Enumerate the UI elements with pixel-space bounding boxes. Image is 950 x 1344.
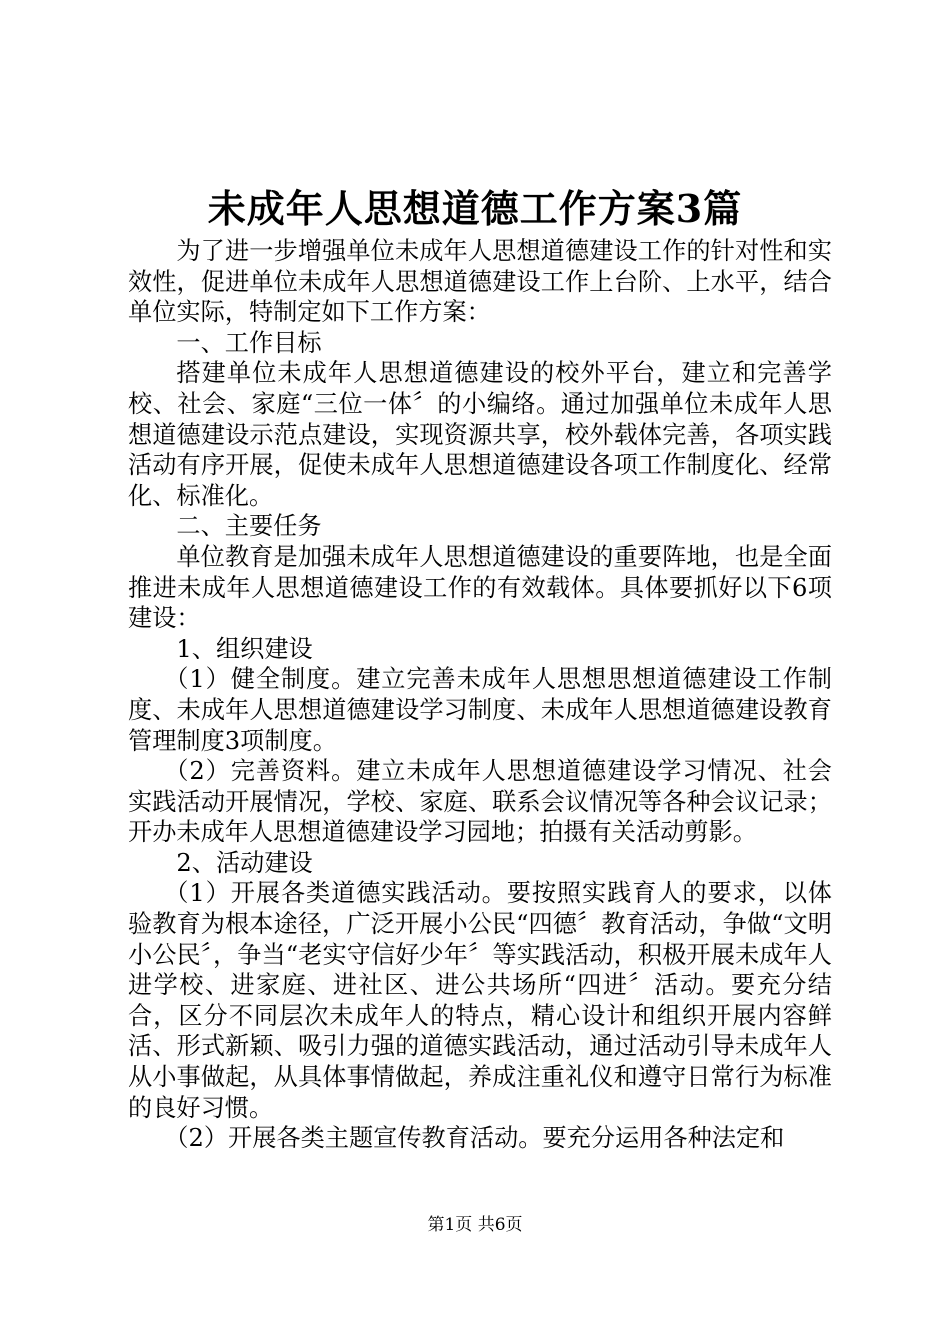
paragraph-intro: 为了进一步增强单位未成年人思想道德建设工作的针对性和实效性，促进单位未成年人思想道德建设工作上台阶、上水平，结合单位实际，特制定如下工作方案： bbox=[128, 237, 832, 327]
heading-main-tasks: 二、主要任务 bbox=[176, 512, 322, 541]
subheading-organization: 1、组织建设 bbox=[176, 634, 313, 663]
item-moral-practice: （1）开展各类道德实践活动。要按照实践育人的要求，以体验教育为根本途径，广泛开展小公民“四德〞教育活动，争做“文明小公民〞，争当“老实守信好少年〞等实践活动，积极开展未成年人进学校、进家庭、进社区、进公共场所“四进〞活动。要充分结合，区分不同层次未成年人的特点，精心设计和组织开展内容鲜活、形式新颖、吸引力强的道德实践活动，通过活动引导未成年人从小事做起，从具体事情做起，养成注重礼仪和遵守日常行为标准的良好习惯。 bbox=[128, 879, 832, 1122]
document-title: 未成年人思想道德工作方案3篇 bbox=[207, 186, 743, 231]
item-theme-education: （2）开展各类主题宣传教育活动。要充分运用各种法定和 bbox=[164, 1124, 785, 1153]
subheading-activity: 2、活动建设 bbox=[176, 848, 313, 877]
paragraph-work-goal: 搭建单位未成年人思想道德建设的校外平台，建立和完善学校、社会、家庭“三位一体〞的小编络。通过加强单位未成年人思想道德建设示范点建设，实现资源共享，校外载体完善，各项实践活动有序开展，促使未成年人思想道德建设各项工作制度化、经常化、标准化。 bbox=[128, 359, 832, 510]
item-improve-materials: （2）完善资料。建立未成年人思想道德建设学习情况、社会实践活动开展情况，学校、家庭、联系会议情况等各种会议记录；开办未成年人思想道德建设学习园地；拍摄有关活动剪影。 bbox=[128, 757, 832, 847]
paragraph-main-tasks: 单位教育是加强未成年人思想道德建设的重要阵地，也是全面推进未成年人思想道德建设工作的有效载体。具体要抓好以下6项建设： bbox=[128, 542, 832, 633]
heading-work-goal: 一、工作目标 bbox=[176, 328, 322, 357]
item-improve-system: （1）健全制度。建立完善未成年人思想思想道德建设工作制度、未成年人思想道德建设学习制度、未成年人思想道德建设教育管理制度3项制度。 bbox=[128, 665, 832, 755]
document-body bbox=[128, 236, 832, 1154]
page-footer: 第1页 共6页 bbox=[427, 1215, 523, 1235]
